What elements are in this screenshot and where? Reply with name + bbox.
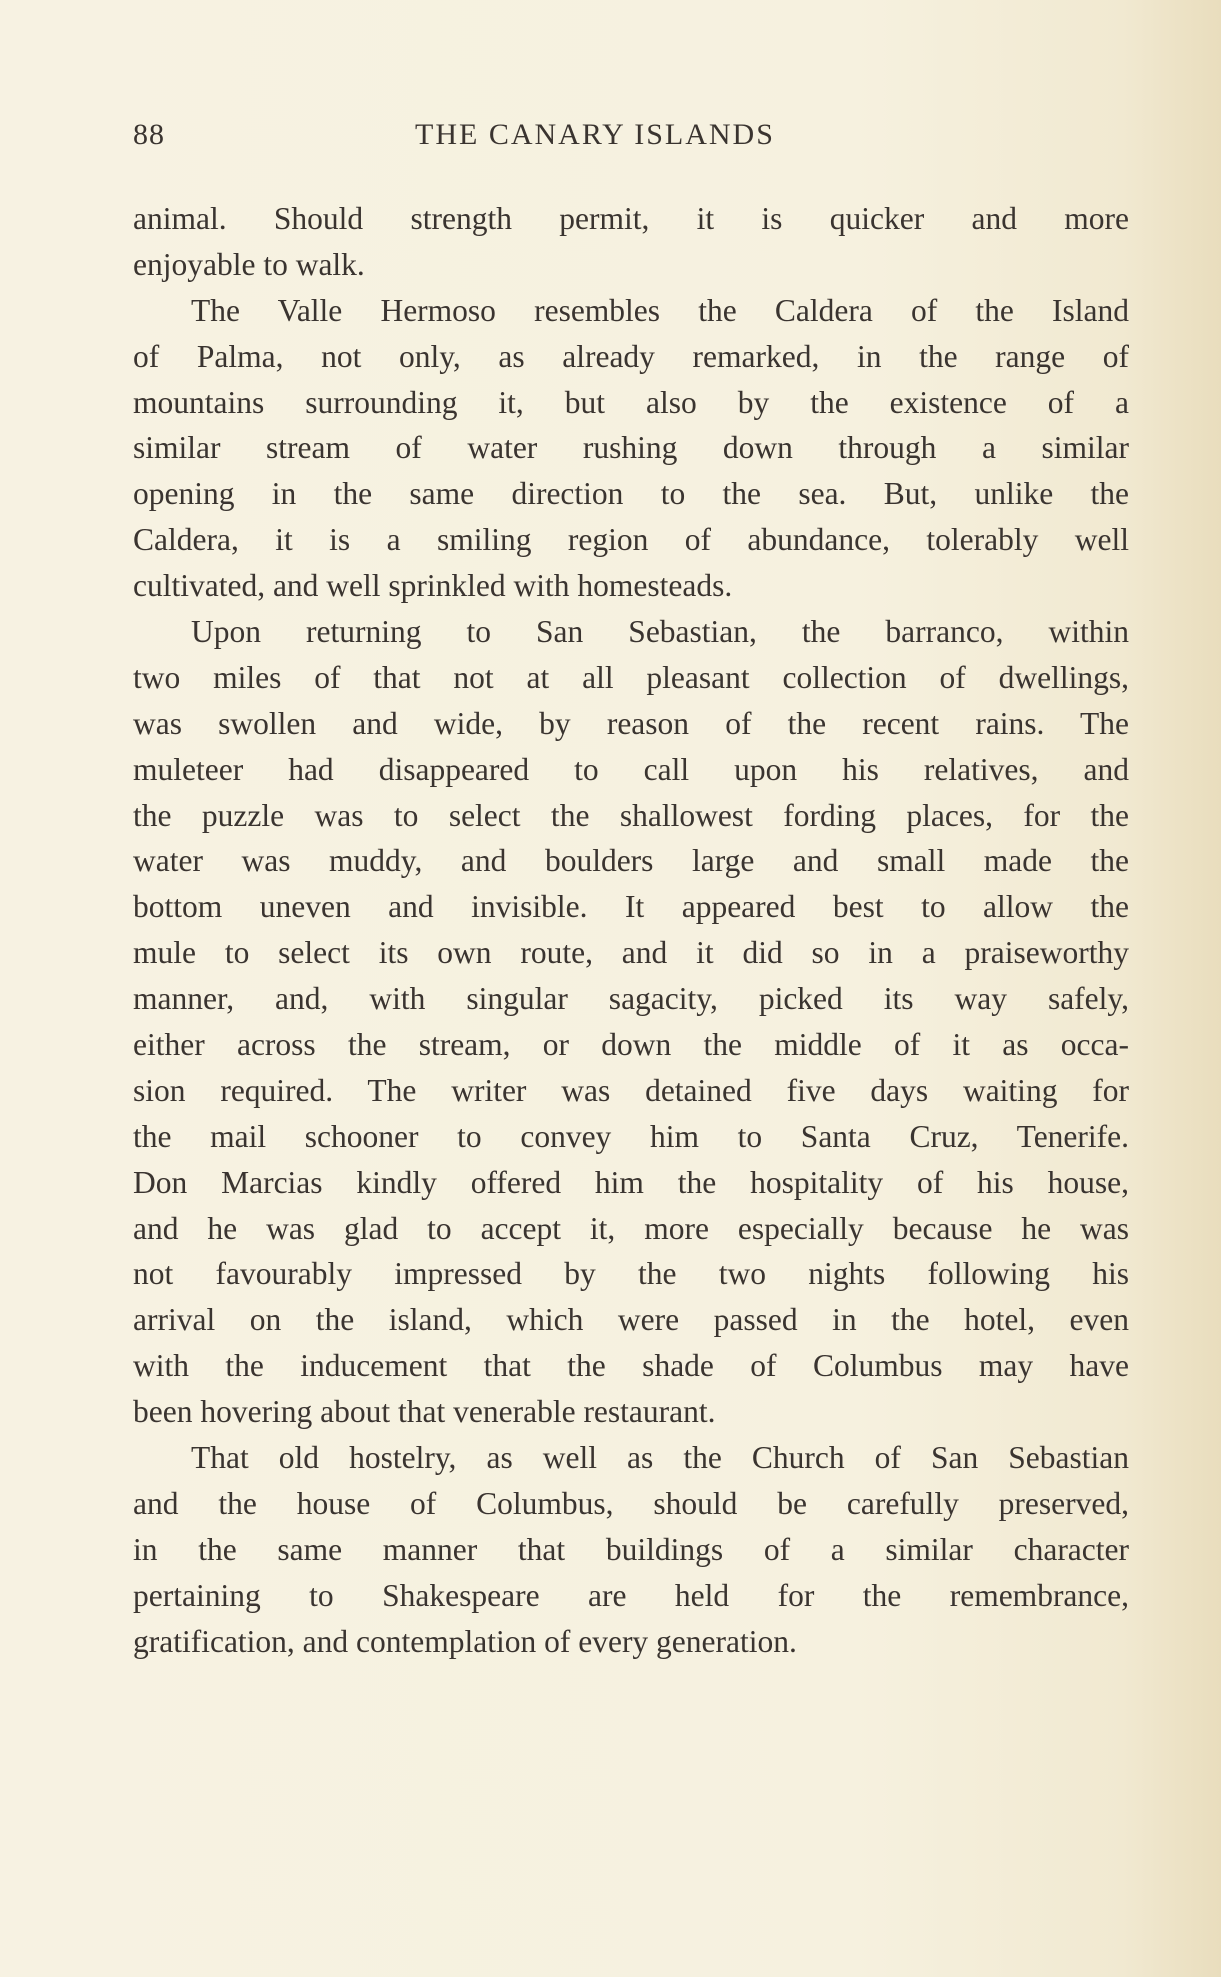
text-line: two miles of that not at all pleasant collection of dwellings, <box>133 659 1129 695</box>
text-line: enjoyable to walk. <box>133 246 365 282</box>
text-line: Caldera, it is a smiling region of abundance, tolerably well <box>133 522 1129 558</box>
text-line: Don Marcias kindly offered him the hospitality of his house, <box>133 1164 1129 1200</box>
text-line: and the house of Columbus, should be carefully preserved, <box>133 1485 1129 1521</box>
text-line: water was muddy, and boulders large and small made the <box>133 843 1129 879</box>
text-line: animal. Should strength permit, it is quicker and more <box>133 201 1129 236</box>
text-line: cultivated, and well sprinkled with homesteads. <box>133 568 733 604</box>
text-line: mountains surrounding it, but also by the existence of a <box>133 384 1129 420</box>
text-line: the mail schooner to convey him to Santa Cruz, Tenerife. <box>133 1118 1129 1154</box>
text-line: That old hostelry, as well as the Church of San Sebastian <box>191 1440 1129 1476</box>
text-line: was swollen and wide, by reason of the recent rains. The <box>133 705 1129 741</box>
text-line: mule to select its own route, and it did so in a praiseworthy <box>133 935 1129 971</box>
text-line: the puzzle was to select the shallowest fording places, for the <box>133 797 1129 833</box>
text-line: similar stream of water rushing down through a similar <box>133 430 1129 466</box>
text-line: not favourably impressed by the two nights following his <box>133 1256 1129 1292</box>
text-line: sion required. The writer was detained five days waiting for <box>133 1072 1129 1108</box>
text-line: and he was glad to accept it, more especially because he was <box>133 1210 1129 1246</box>
text-line: muleteer had disappeared to call upon his relatives, and <box>133 751 1129 787</box>
running-head <box>133 118 1133 158</box>
text-line: The Valle Hermoso resembles the Caldera of the Island <box>191 292 1129 328</box>
text-line: of Palma, not only, as already remarked, in the range of <box>133 338 1129 374</box>
text-line: bottom uneven and invisible. It appeared best to allow the <box>133 889 1129 925</box>
body-text <box>133 196 1129 1665</box>
text-line: Upon returning to San Sebastian, the barranco, within <box>191 614 1129 650</box>
text-line: manner, and, with singular sagacity, picked its way safely, <box>133 981 1129 1017</box>
text-line: gratification, and contemplation of every generation. <box>133 1623 797 1659</box>
text-line: been hovering about that venerable restaurant. <box>133 1394 716 1430</box>
text-line: opening in the same direction to the sea. But, unlike the <box>133 476 1129 512</box>
text-line: arrival on the island, which were passed in the hotel, even <box>133 1302 1129 1338</box>
text-line: either across the stream, or down the middle of it as occa- <box>133 1027 1129 1063</box>
running-title: THE CANARY ISLANDS <box>415 118 775 151</box>
page-number: 88 <box>133 118 165 151</box>
text-line: in the same manner that buildings of a similar character <box>133 1531 1129 1567</box>
text-line: pertaining to Shakespeare are held for the remembrance, <box>133 1577 1129 1613</box>
text-line: with the inducement that the shade of Columbus may have <box>133 1348 1129 1384</box>
